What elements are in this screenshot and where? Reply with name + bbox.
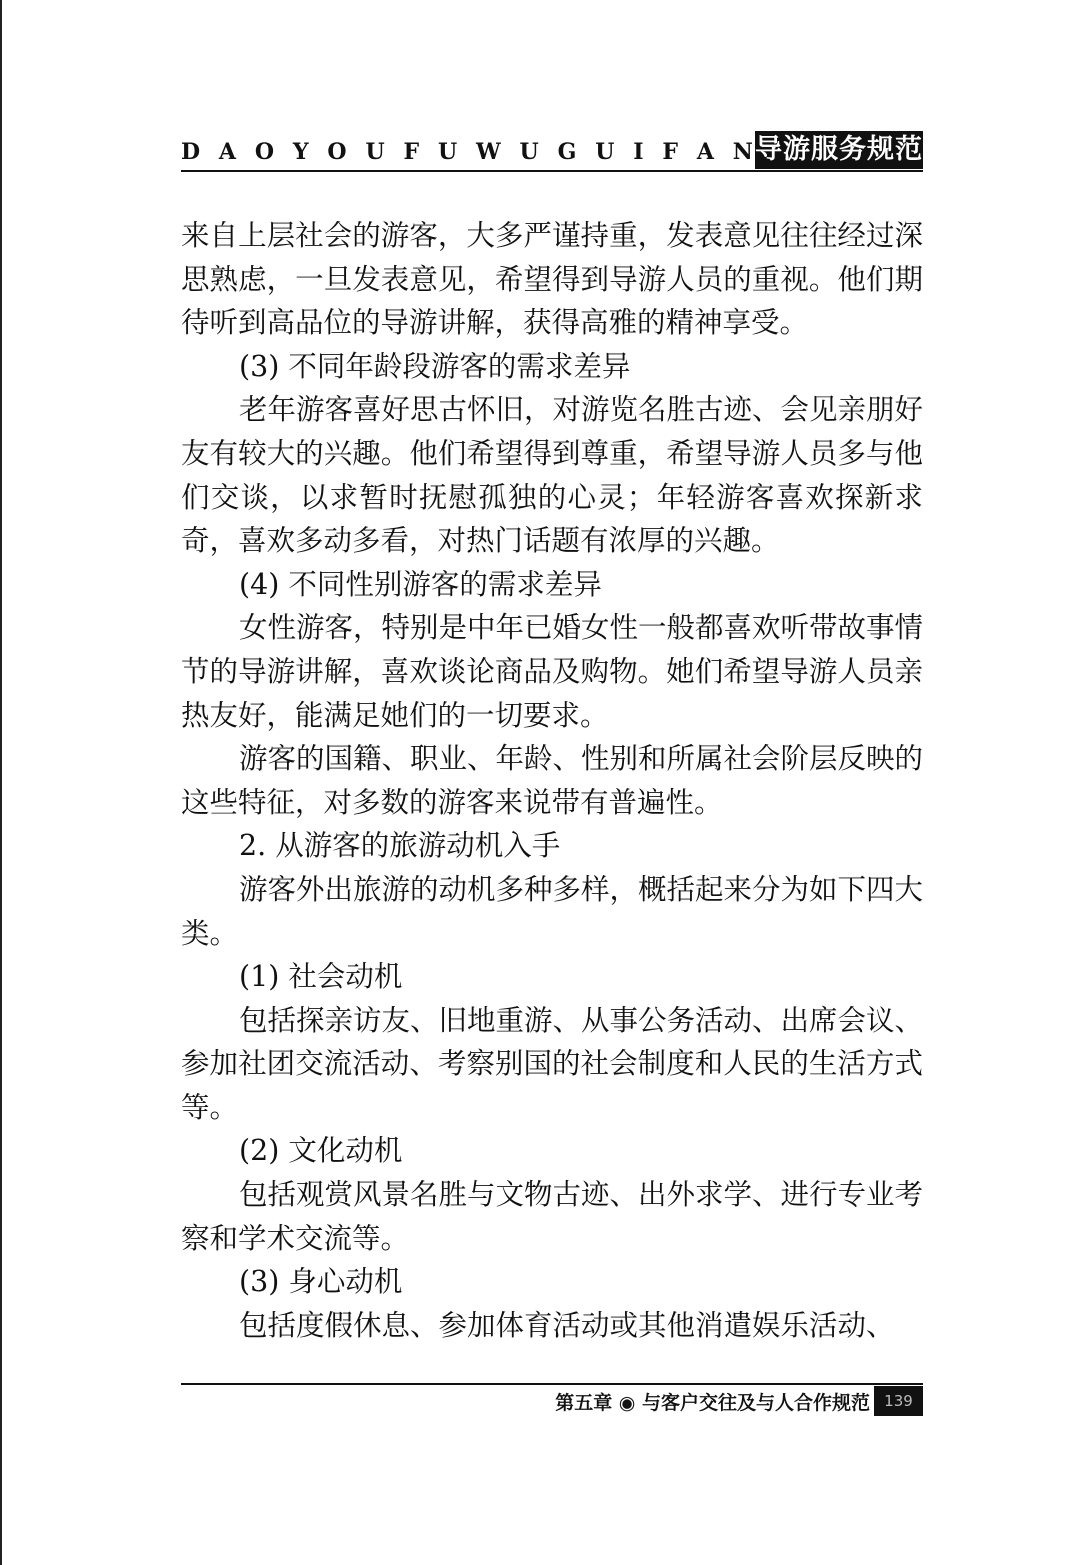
header-letter: U (437, 139, 458, 165)
paragraph: (2) 文化动机 (239, 1134, 403, 1168)
header-rule (181, 170, 923, 172)
paragraph: 包括观赏风景名胜与文物古迹、出外求学、进行专业考察和学术交流等。 (181, 1178, 924, 1255)
header-letter: I (633, 139, 644, 165)
paragraph: (1) 社会动机 (239, 960, 403, 994)
paragraph: (3) 不同年龄段游客的需求差异 (239, 349, 631, 383)
header-pinyin (181, 137, 753, 167)
running-header (181, 131, 923, 169)
header-letter: U (519, 139, 539, 165)
paragraph: 老年游客喜好思古怀旧，对游览名胜古迹、会见亲朋好友有较大的兴趣。他们希望得到尊重，希望导游人员多与他们交谈，以求暂时抚慰孤独的心灵；年轻游客喜欢探新求奇，喜欢多动多看，对热门话题有浓厚的兴趣。 (181, 393, 924, 558)
page-number: 139 (874, 1386, 923, 1416)
header-letter: U (365, 139, 385, 165)
paragraph: (4) 不同性别游客的需求差异 (239, 567, 602, 601)
header-letter: W (475, 139, 501, 165)
paragraph: 来自上层社会的游客，大多严谨持重，发表意见往往经过深思熟虑，一旦发表意见，希望得到导游人员的重视。他们期待听到高品位的导游讲解，获得高雅的精神享受。 (181, 219, 923, 340)
header-letter: G (557, 139, 577, 165)
header-letter: O (254, 139, 275, 165)
header-letter: F (403, 139, 420, 165)
header-letter: D (181, 139, 201, 165)
header-letter: A (218, 139, 236, 165)
header-title: 导游服务规范 (755, 131, 923, 169)
header-letter: F (662, 139, 678, 165)
header-letter: N (732, 139, 753, 165)
paragraph: 包括探亲访友、旧地重游、从事公务活动、出席会议、参加社团交流活动、考察别国的社会制度和人民的生活方式等。 (181, 1003, 924, 1124)
paragraph: 包括度假休息、参加体育活动或其他消遣娱乐活动、 (239, 1308, 895, 1342)
header-letter: O (327, 139, 347, 165)
paragraph: 游客外出旅游的动机多种多样，概括起来分为如下四大类。 (181, 872, 924, 950)
paragraph: 2. 从游客的旅游动机入手 (239, 829, 561, 863)
paragraph: 女性游客，特别是中年已婚女性一般都喜欢听带故事情节的导游讲解，喜欢谈论商品及购物。她们希望导游人员亲热友好，能满足她们的一切要求。 (181, 611, 924, 732)
header-letter: A (696, 139, 714, 165)
scan-edge (0, 0, 2, 1565)
footer-chapter: 第五章 ◉ 与客户交往及与人合作规范 (555, 1392, 870, 1414)
body-text (181, 214, 923, 1347)
header-letter: Y (292, 139, 309, 165)
paragraph: (3) 身心动机 (239, 1265, 403, 1299)
header-letter: U (595, 139, 615, 165)
footer-rule (181, 1383, 923, 1385)
paragraph: 游客的国籍、职业、年龄、性别和所属社会阶层反映的这些特征，对多数的游客来说带有普遍性。 (181, 742, 924, 819)
